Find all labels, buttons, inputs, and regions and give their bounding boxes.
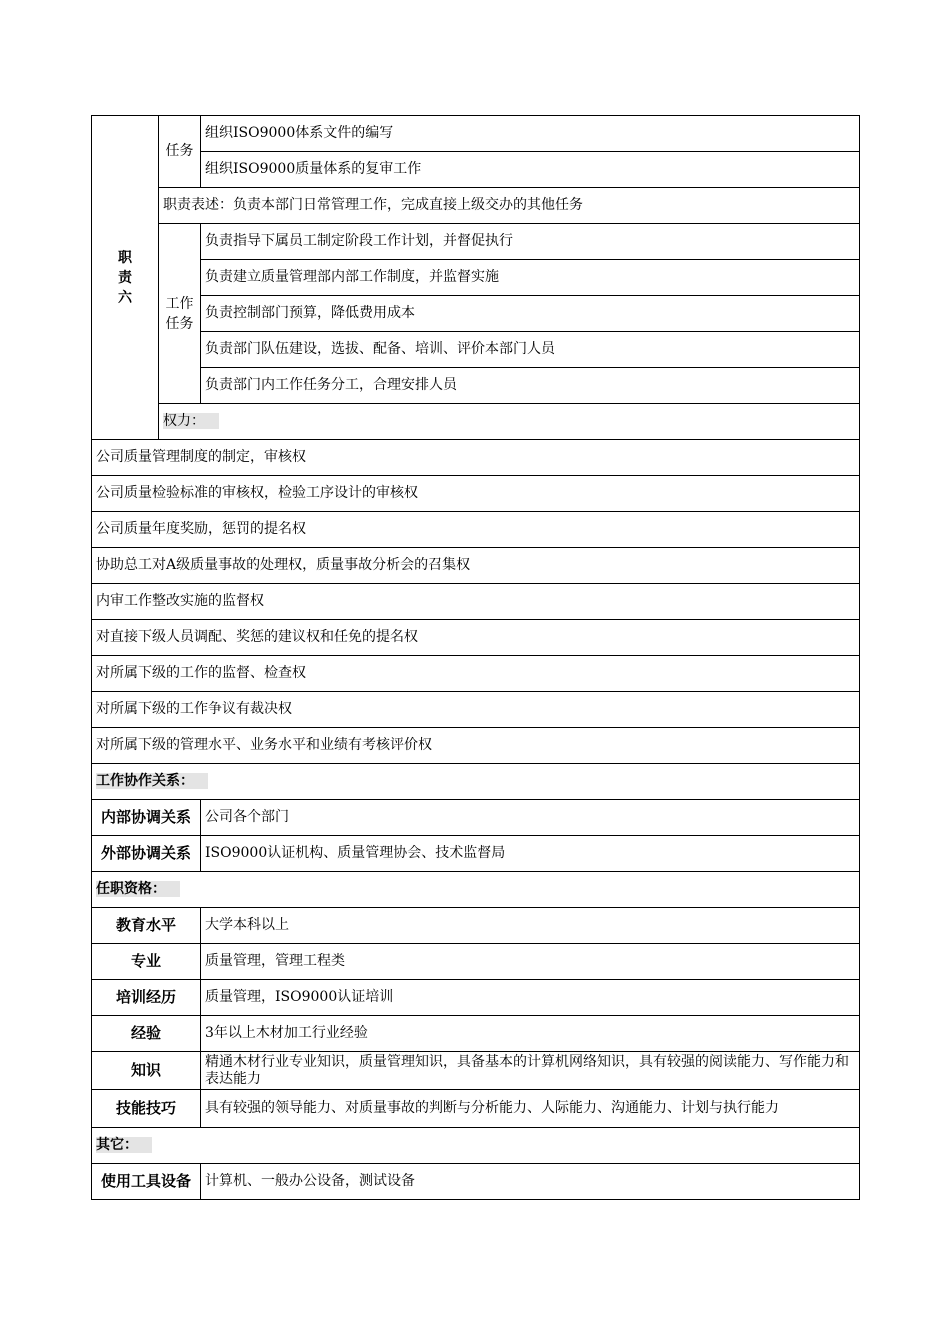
- qualifications-heading-row: [92, 872, 860, 908]
- task-label-cell: [159, 116, 201, 188]
- task-row: [92, 152, 860, 188]
- powers-heading: 权力：: [163, 413, 219, 429]
- power-item: 协助总工对A级质量事故的处理权，质量事故分析会的召集权: [92, 548, 860, 584]
- power-row: [92, 512, 860, 548]
- qualification-row: [92, 908, 860, 944]
- powers-heading-row: [92, 404, 860, 440]
- work-task-item: 负责部门内工作任务分工，合理安排人员: [201, 368, 860, 404]
- other-heading: 其它：: [96, 1137, 152, 1153]
- task-label: 任务: [165, 143, 194, 159]
- other-heading-row: [92, 1128, 860, 1164]
- power-item: 公司质量年度奖励，惩罚的提名权: [92, 512, 860, 548]
- power-row: [92, 584, 860, 620]
- qualification-label: 培训经历: [92, 980, 201, 1016]
- cooperation-heading: 工作协作关系：: [96, 773, 208, 789]
- task-item: 组织ISO9000体系文件的编写: [201, 116, 860, 152]
- qualification-row: [92, 1052, 860, 1090]
- qualification-label: 教育水平: [92, 908, 201, 944]
- other-value: 计算机、一般办公设备，测试设备: [201, 1164, 860, 1200]
- powers-heading-cell: [159, 404, 860, 440]
- power-row: [92, 692, 860, 728]
- work-task-label-cell: [159, 224, 201, 404]
- qualification-row: [92, 1016, 860, 1052]
- qualification-value: 3年以上木材加工行业经验: [201, 1016, 860, 1052]
- work-task-row: [92, 332, 860, 368]
- cooperation-heading-cell: [92, 764, 860, 800]
- task-item: 组织ISO9000质量体系的复审工作: [201, 152, 860, 188]
- duty-six-label: 职责六: [118, 249, 132, 306]
- qualifications-heading: 任职资格：: [96, 881, 180, 897]
- cooperation-label: 外部协调关系: [92, 836, 201, 872]
- power-item: 对所属下级的工作的监督、检查权: [92, 656, 860, 692]
- duty-description-row: [92, 188, 860, 224]
- power-item: 对所属下级的工作争议有裁决权: [92, 692, 860, 728]
- cooperation-value: 公司各个部门: [201, 800, 860, 836]
- qualification-label: 经验: [92, 1016, 201, 1052]
- cooperation-value: ISO9000认证机构、质量管理协会、技术监督局: [201, 836, 860, 872]
- qualifications-heading-cell: [92, 872, 860, 908]
- cooperation-row: [92, 800, 860, 836]
- qualification-label: 专业: [92, 944, 201, 980]
- power-item: 公司质量检验标准的审核权，检验工序设计的审核权: [92, 476, 860, 512]
- task-row: [92, 116, 860, 152]
- other-heading-cell: [92, 1128, 860, 1164]
- job-description-table: [91, 115, 860, 1200]
- duty-six-label-cell: [92, 116, 159, 440]
- work-task-item: 负责部门队伍建设，选拔、配备、培训、评价本部门人员: [201, 332, 860, 368]
- qualification-row: [92, 944, 860, 980]
- qualification-value: 精通木材行业专业知识，质量管理知识，具备基本的计算机网络知识，具有较强的阅读能力、写作能力和表达能力: [201, 1052, 860, 1090]
- cooperation-row: [92, 836, 860, 872]
- cooperation-label: 内部协调关系: [92, 800, 201, 836]
- qualification-value: 大学本科以上: [201, 908, 860, 944]
- duty-description: 职责表述：负责本部门日常管理工作，完成直接上级交办的其他任务: [159, 188, 860, 224]
- work-task-row: [92, 224, 860, 260]
- power-row: [92, 728, 860, 764]
- power-item: 对直接下级人员调配、奖惩的建议权和任免的提名权: [92, 620, 860, 656]
- qualification-row: [92, 980, 860, 1016]
- power-row: [92, 620, 860, 656]
- qualification-value: 质量管理，管理工程类: [201, 944, 860, 980]
- power-row: [92, 548, 860, 584]
- work-task-label: 工作任务: [165, 295, 194, 332]
- power-item: 内审工作整改实施的监督权: [92, 584, 860, 620]
- power-row: [92, 440, 860, 476]
- work-task-item: 负责指导下属员工制定阶段工作计划，并督促执行: [201, 224, 860, 260]
- other-row: [92, 1164, 860, 1200]
- qualification-value: 质量管理，ISO9000认证培训: [201, 980, 860, 1016]
- cooperation-heading-row: [92, 764, 860, 800]
- power-item: 对所属下级的管理水平、业务水平和业绩有考核评价权: [92, 728, 860, 764]
- power-item: 公司质量管理制度的制定，审核权: [92, 440, 860, 476]
- work-task-item: 负责控制部门预算，降低费用成本: [201, 296, 860, 332]
- other-label: 使用工具设备: [92, 1164, 201, 1200]
- work-task-row: [92, 260, 860, 296]
- work-task-row: [92, 296, 860, 332]
- qualification-row: [92, 1090, 860, 1128]
- qualification-value: 具有较强的领导能力、对质量事故的判断与分析能力、人际能力、沟通能力、计划与执行能力: [201, 1090, 860, 1128]
- work-task-row: [92, 368, 860, 404]
- work-task-item: 负责建立质量管理部内部工作制度，并监督实施: [201, 260, 860, 296]
- power-row: [92, 656, 860, 692]
- power-row: [92, 476, 860, 512]
- qualification-label: 知识: [92, 1052, 201, 1090]
- qualification-label: 技能技巧: [92, 1090, 201, 1128]
